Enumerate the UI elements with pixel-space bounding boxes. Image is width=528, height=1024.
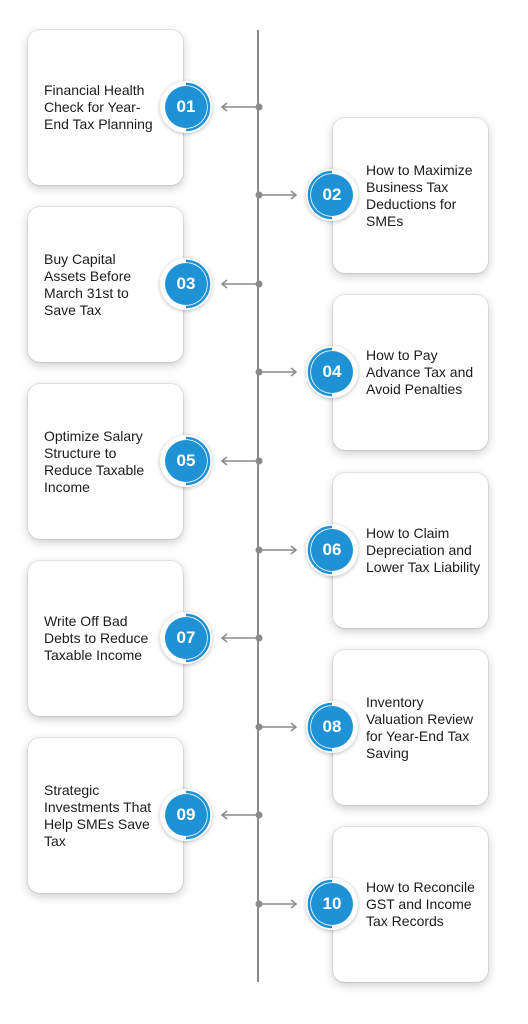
connector-arrow-06 xyxy=(254,544,300,556)
step-text-10: How to Reconcile GST and Income Tax Records xyxy=(366,879,475,929)
connector-arrow-08 xyxy=(254,721,300,733)
connector-arrow-03 xyxy=(220,278,264,290)
step-text-03: Buy Capital Assets Before March 31st to Save Tax xyxy=(44,250,132,318)
step-text-04: How to Pay Advance Tax and Avoid Penalties xyxy=(366,347,474,397)
step-number-09: 09 xyxy=(165,794,207,836)
step-badge-07 xyxy=(160,612,212,664)
step-badge-08 xyxy=(306,701,358,753)
connector-arrow-02 xyxy=(254,189,300,201)
step-number-07: 07 xyxy=(165,617,207,659)
step-number-01: 01 xyxy=(165,86,207,128)
step-number-05: 05 xyxy=(165,440,207,482)
step-text-09: Strategic Investments That Help SMEs Save Tax xyxy=(44,781,152,849)
connector-arrow-01 xyxy=(220,101,264,113)
connector-arrow-10 xyxy=(254,898,300,910)
step-text-05: Optimize Salary Structure to Reduce Taxable Income xyxy=(44,427,145,495)
step-text-01: Financial Health Check for Year-End Tax Planning xyxy=(44,82,153,132)
step-number-08: 08 xyxy=(311,706,353,748)
step-badge-01 xyxy=(160,81,212,133)
step-number-02: 02 xyxy=(311,174,353,216)
step-number-03: 03 xyxy=(165,263,207,305)
connector-arrow-09 xyxy=(220,809,264,821)
step-badge-03 xyxy=(160,258,212,310)
step-badge-02 xyxy=(306,169,358,221)
step-badge-04 xyxy=(306,346,358,398)
step-text-08: Inventory Valuation Review for Year-End Tax Saving xyxy=(366,693,474,761)
step-text-06: How to Claim Depreciation and Lower Tax Liability xyxy=(366,525,481,575)
step-text-02: How to Maximize Business Tax Deductions for SMEs xyxy=(366,161,473,229)
step-badge-06 xyxy=(306,524,358,576)
connector-arrow-04 xyxy=(254,366,300,378)
connector-arrow-05 xyxy=(220,455,264,467)
step-text-07: Write Off Bad Debts to Reduce Taxable Income xyxy=(44,613,149,663)
timeline-line xyxy=(257,30,259,982)
step-badge-09 xyxy=(160,789,212,841)
step-number-04: 04 xyxy=(311,351,353,393)
step-badge-10 xyxy=(306,878,358,930)
step-badge-05 xyxy=(160,435,212,487)
connector-arrow-07 xyxy=(220,632,264,644)
step-number-10: 10 xyxy=(311,883,353,925)
step-number-06: 06 xyxy=(311,529,353,571)
